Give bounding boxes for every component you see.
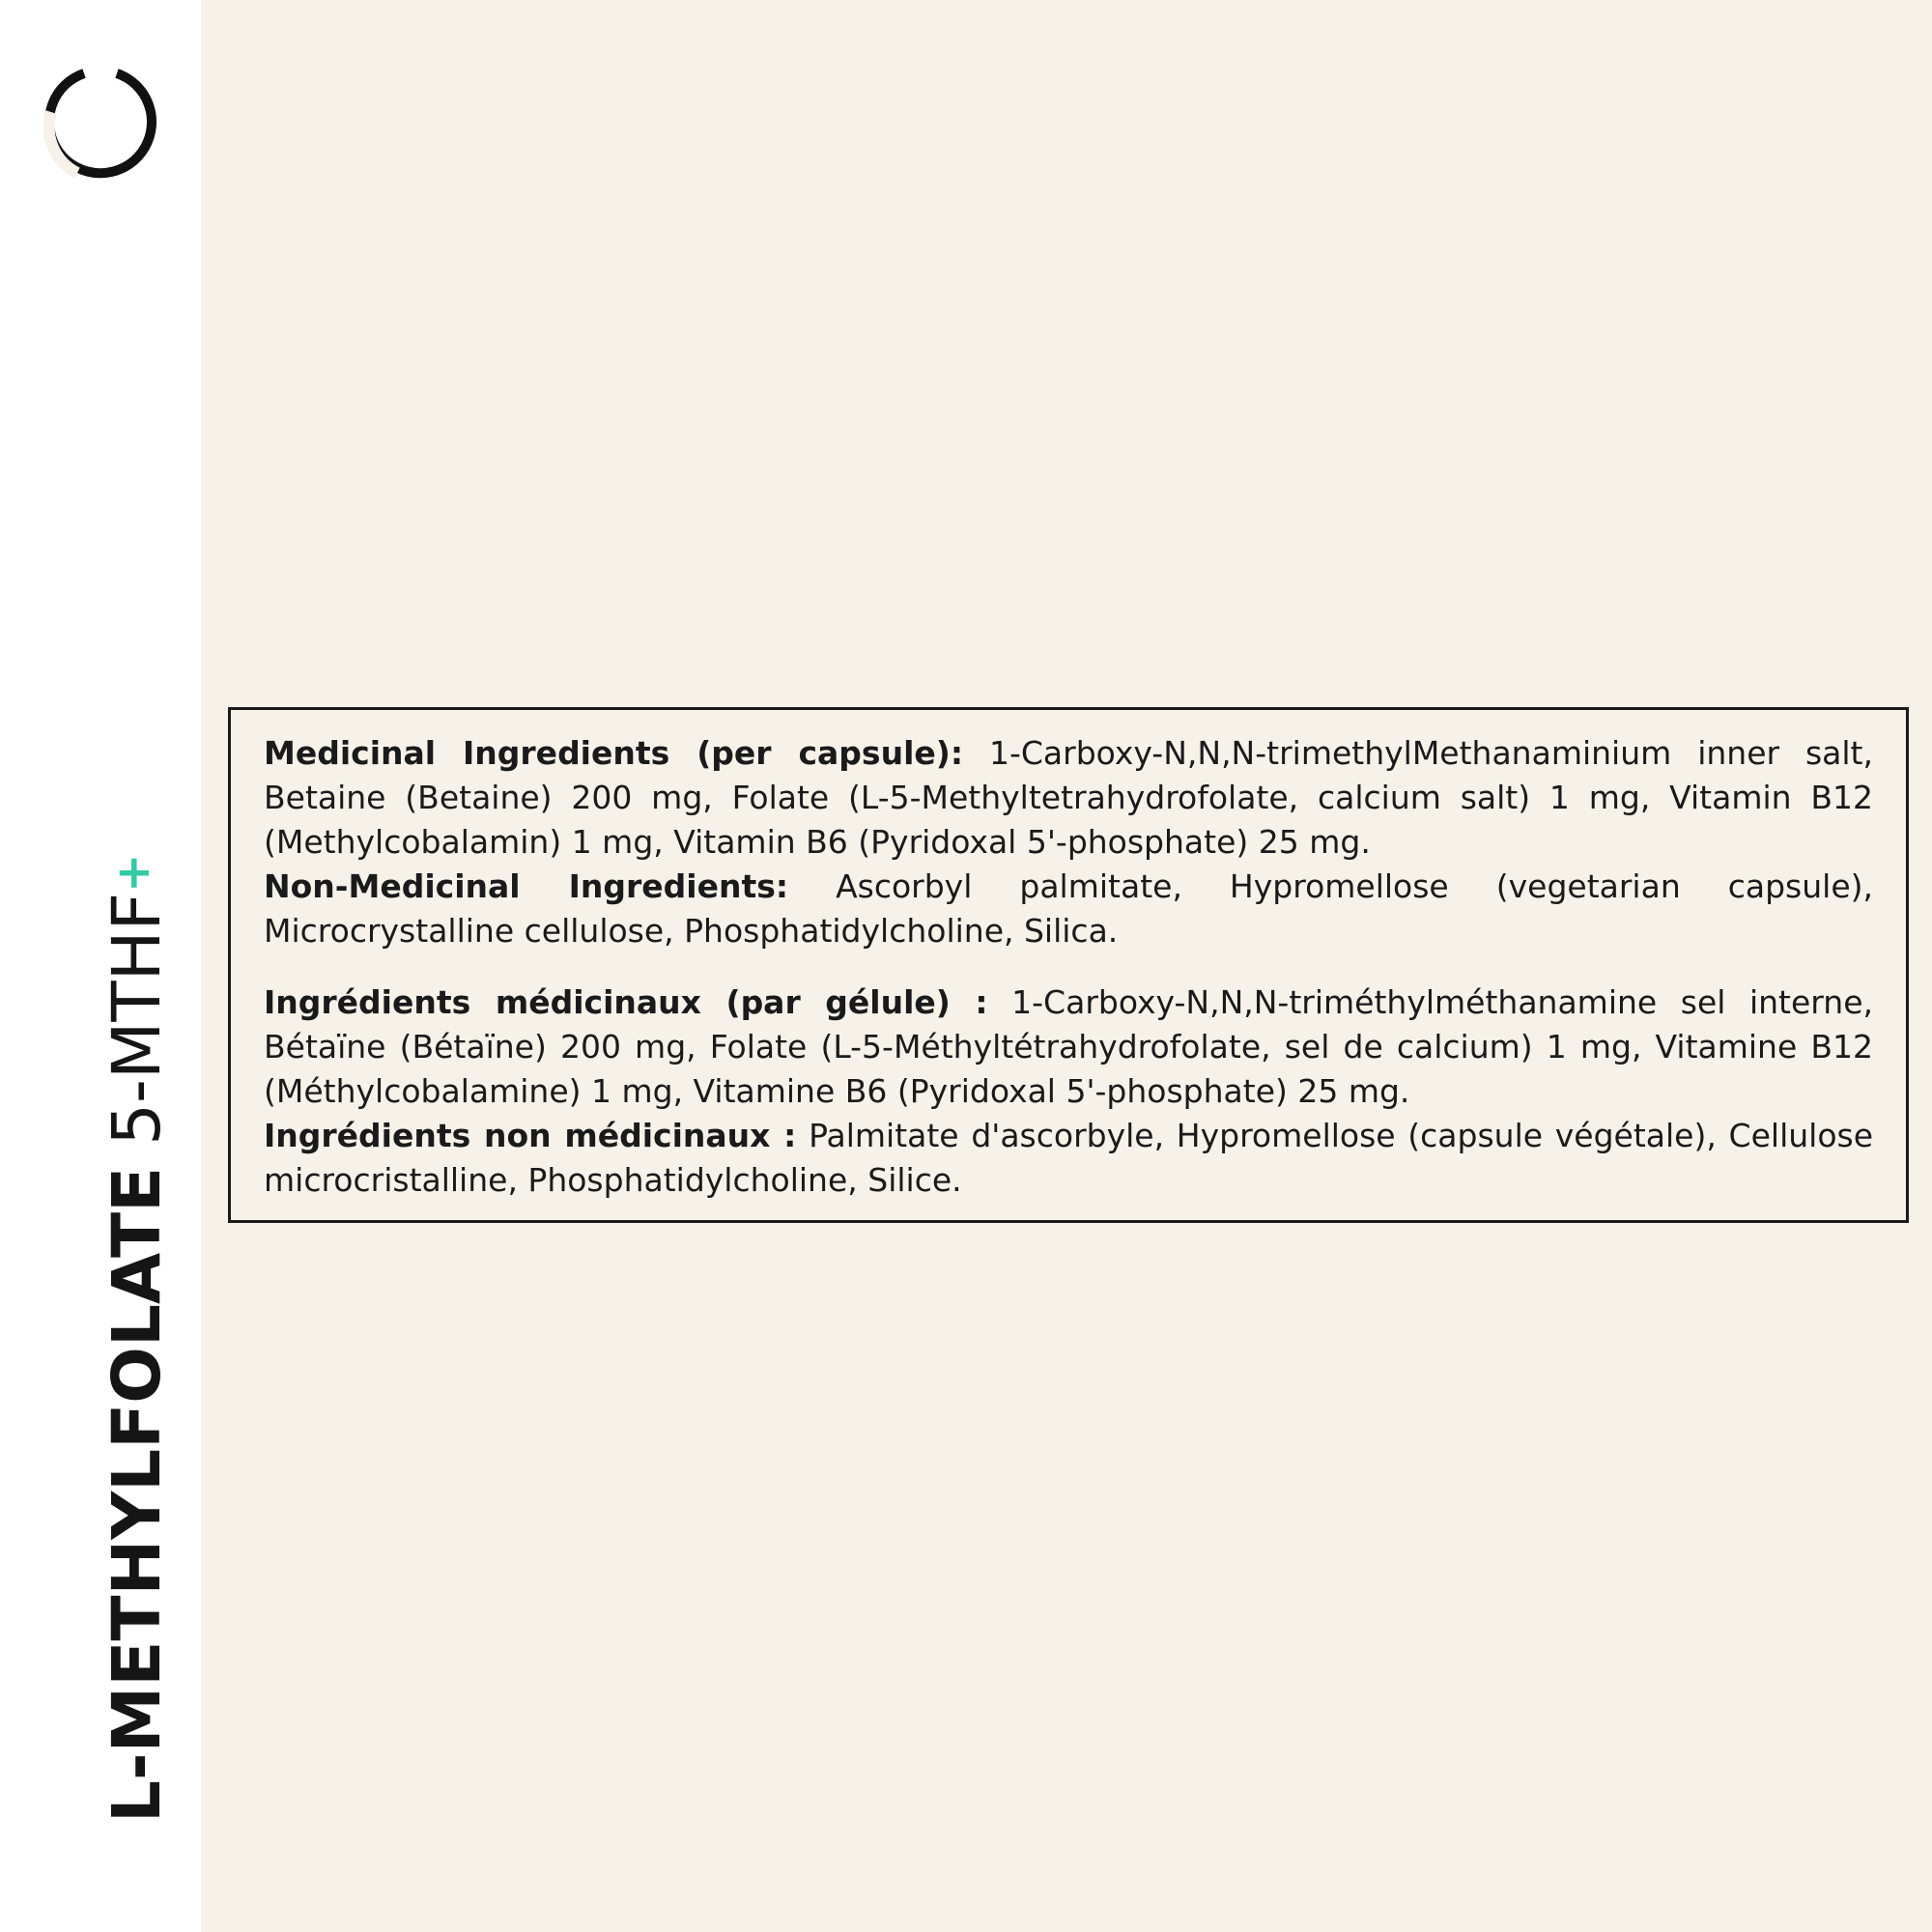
english-non-medicinal-label: Non-Medicinal Ingredients: [264, 867, 789, 905]
product-title [100, 854, 174, 1823]
french-medicinal-text: 1-Carboxy-N,N,N-triméthylméthanamine sel interne, Bétaïne (Bétaïne) 200 mg, Folate (L-5-Méthyltétrahydrofolate, sel de calcium) 1 mg, Vitamine B12 (Méthylcobalamine) 1 mg, Vitamine B6 (Pyridoxal 5'-phosphate) 25 mg. [264, 983, 1873, 1110]
english-medicinal-label: Medicinal Ingredients (per capsule): [264, 734, 964, 772]
english-non-medicinal-ingredients [264, 865, 1873, 953]
french-non-medicinal-text: Palmitate d'ascorbyle, Hypromellose (capsule végétale), Cellulose microcristalline, Phosphatidylcholine, Silice. [264, 1117, 1874, 1199]
french-medicinal-label: Ingrédients médicinaux (par gélule) : [264, 983, 988, 1021]
english-non-medicinal-text: Ascorbyl palmitate, Hypromellose (vegetarian capsule), Microcrystalline cellulose, Phosphatidylcholine, Silica. [264, 867, 1873, 950]
english-medicinal-text: 1-Carboxy-N,N,N-trimethylMethanaminium inner salt, Betaine (Betaine) 200 mg, Folate (L-5-Methyltetrahydrofolate, calcium salt) 1 mg, Vitamin B12 (Methylcobalamin) 1 mg, Vitamin B6 (Pyridoxal 5'-phosphate) 25 mg. [264, 734, 1873, 861]
french-medicinal-ingredients [264, 980, 1873, 1114]
english-medicinal-ingredients [264, 731, 1873, 865]
product-name-bold: L-METHYLFOLATE [99, 1166, 176, 1823]
ingredients-panel [228, 707, 1909, 1223]
french-non-medicinal-ingredients [264, 1114, 1873, 1203]
open-circle-logo-icon [42, 66, 159, 184]
brand-sidebar [0, 0, 201, 1932]
plus-accent: + [106, 853, 160, 893]
french-non-medicinal-label: Ingrédients non médicinaux : [264, 1117, 797, 1154]
product-name-light: 5-MTHF [99, 892, 176, 1146]
